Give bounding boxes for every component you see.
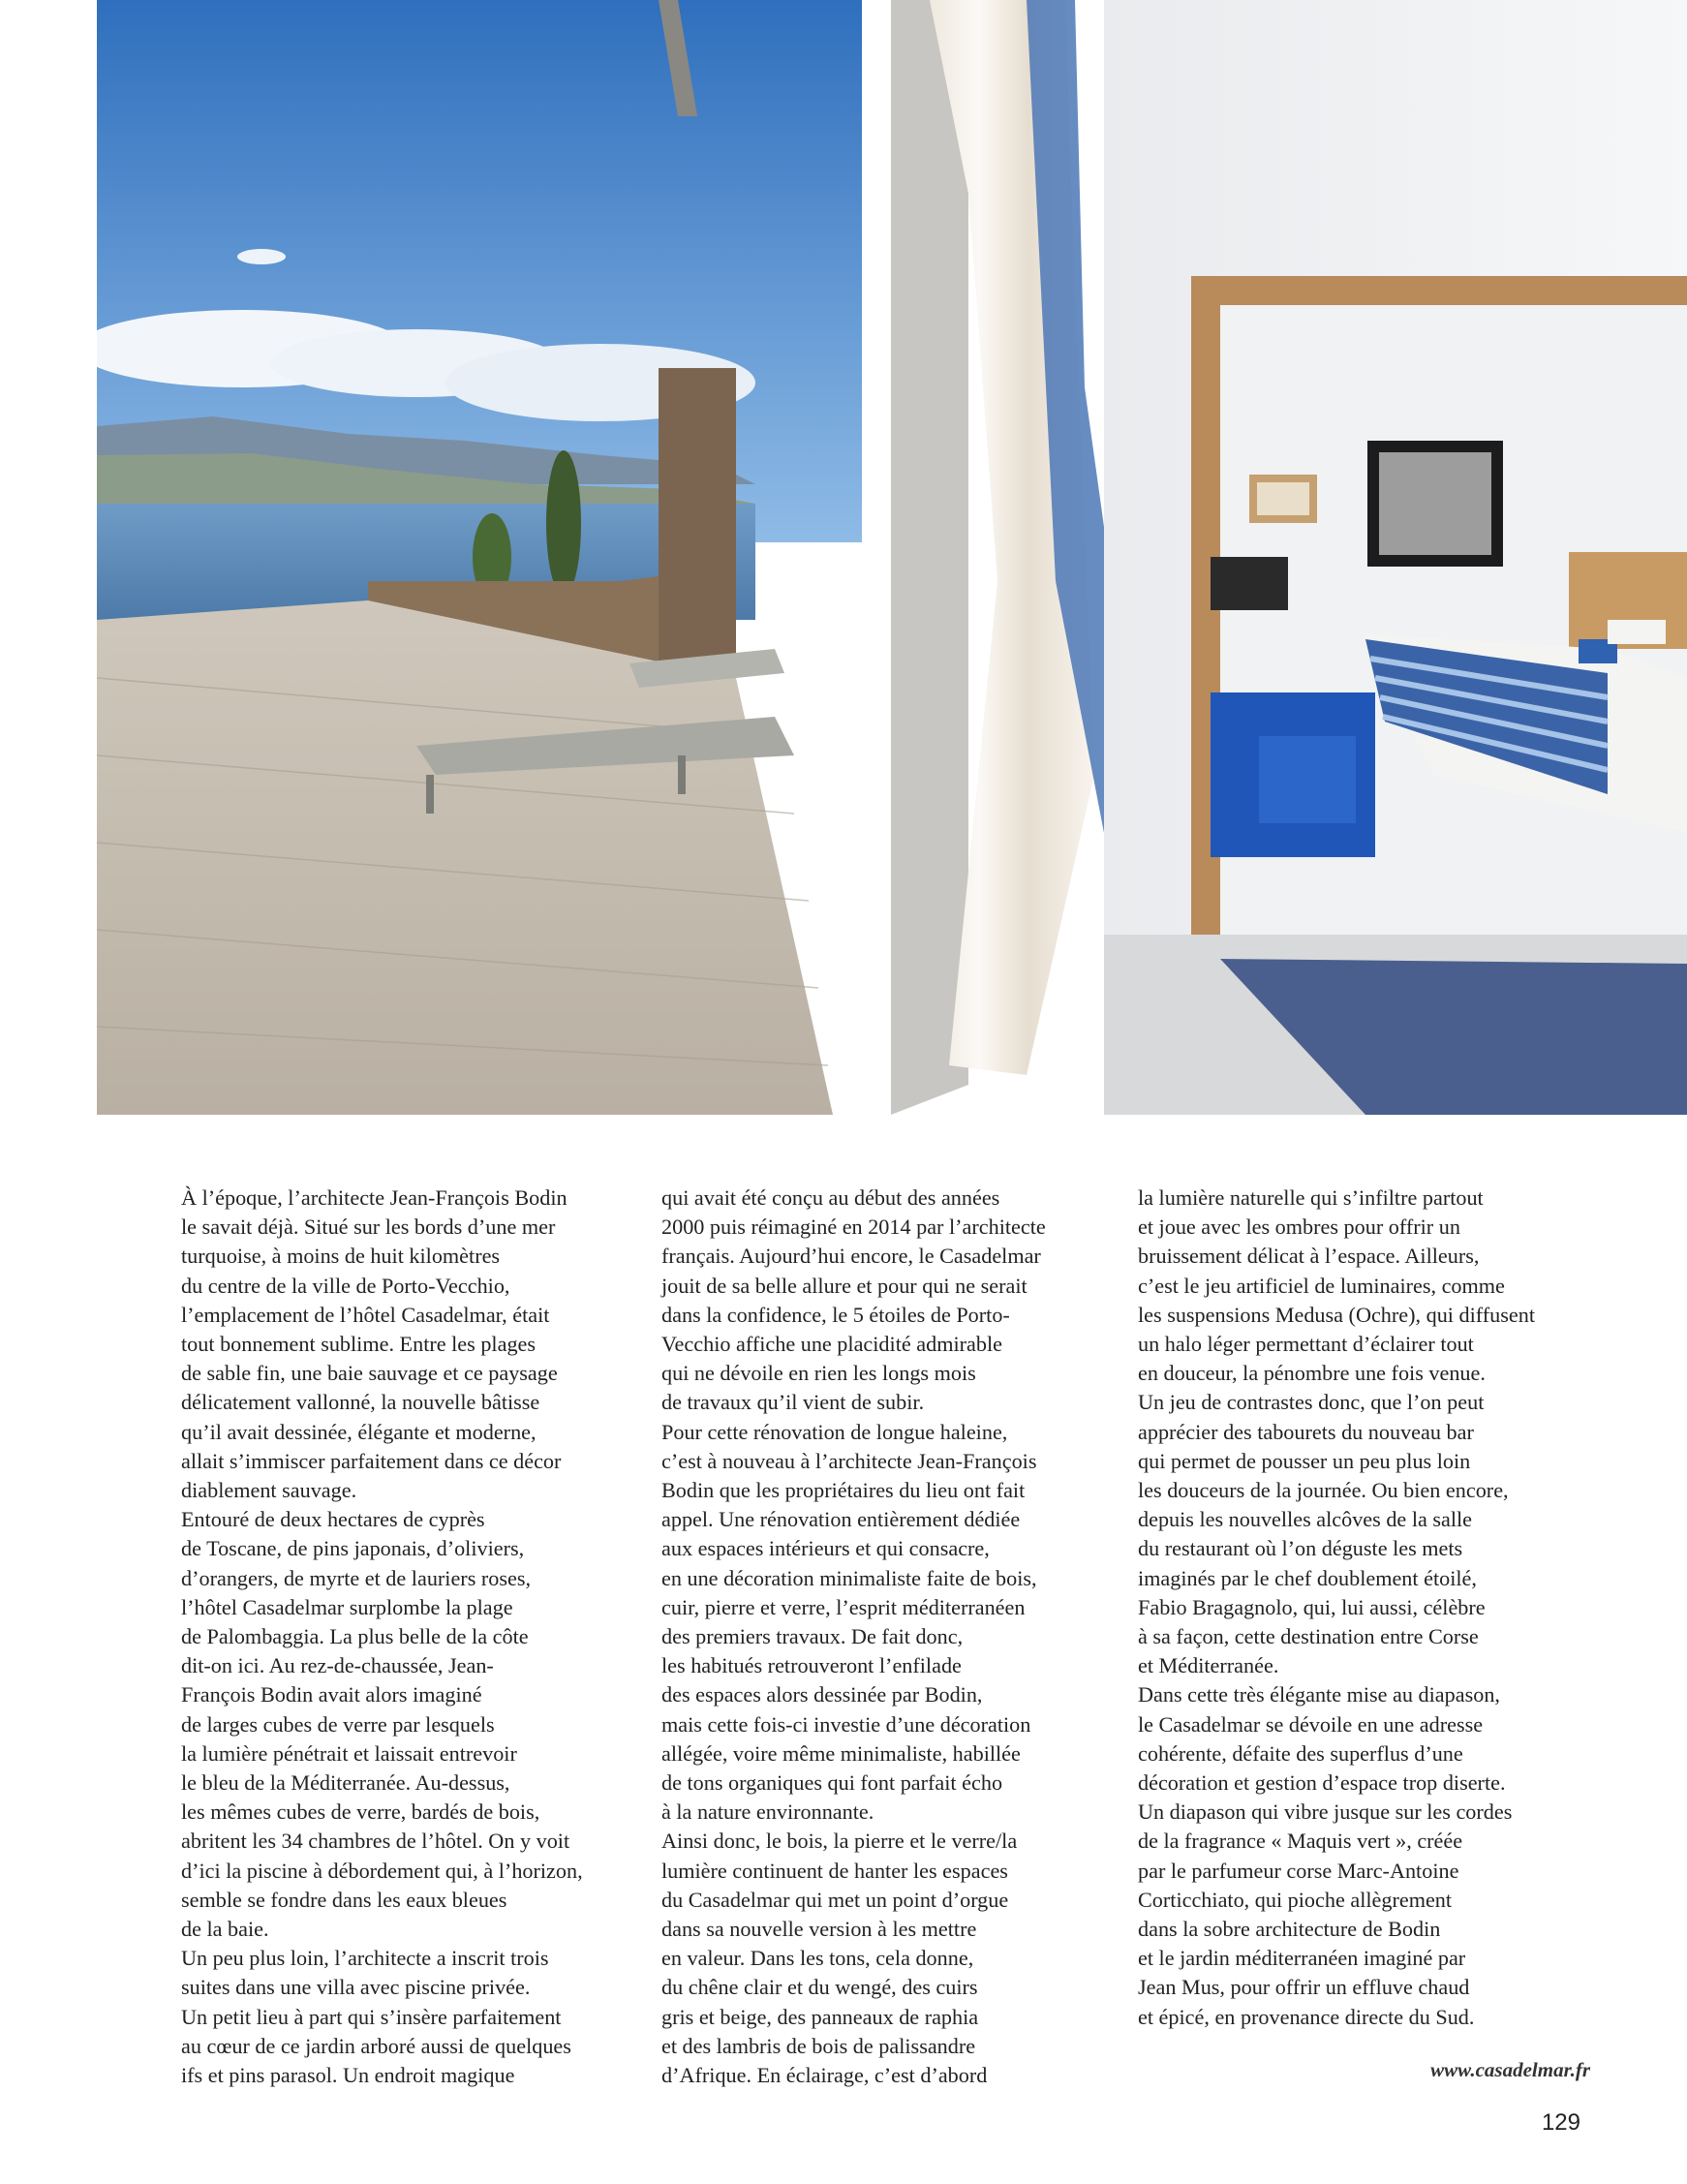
text-line: et le jardin méditerranéen imaginé par xyxy=(1138,1946,1466,1971)
text-line: l’emplacement de l’hôtel Casadelmar, était xyxy=(181,1302,550,1327)
text-line: mais cette fois-ci investie d’une décoration xyxy=(661,1711,1031,1737)
text-line: à sa façon, cette destination entre Corse xyxy=(1138,1624,1479,1649)
text-line: en une décoration minimaliste faite de bois, xyxy=(661,1565,1037,1590)
text-line: qui avait été conçu au début des années xyxy=(661,1185,1000,1210)
text-line: du centre de la ville de Porto-Vecchio, xyxy=(181,1273,510,1298)
text-line: de Toscane, de pins japonais, d’oliviers, xyxy=(181,1536,525,1561)
text-line: le Casadelmar se dévoile en une adresse xyxy=(1138,1711,1484,1737)
text-line: qui permet de pousser un peu plus loin xyxy=(1138,1448,1471,1473)
text-line: français. Aujourd’hui encore, le Casadelmar xyxy=(661,1244,1041,1269)
text-line: de sable fin, une baie sauvage et ce paysage xyxy=(181,1361,558,1386)
text-line: turquoise, à moins de huit kilomètres xyxy=(181,1244,501,1269)
text-line: diablement sauvage. xyxy=(181,1478,357,1503)
text-line: et joue avec les ombres pour offrir un xyxy=(1138,1215,1460,1240)
text-line: jouit de sa belle allure et pour qui ne serait xyxy=(661,1273,1028,1298)
text-line: allégée, voire même minimaliste, habillée xyxy=(661,1740,1021,1766)
text-line: cuir, pierre et verre, l’esprit méditerranéen xyxy=(661,1594,1026,1619)
text-column-3 xyxy=(1138,1184,1603,2032)
text-line: de Palombaggia. La plus belle de la côte xyxy=(181,1624,529,1649)
text-line: 2000 puis réimaginé en 2014 par l’architecte xyxy=(661,1215,1046,1240)
hotel-room-terrace-photo-icon xyxy=(97,0,1687,1115)
text-line: depuis les nouvelles alcôves de la salle xyxy=(1138,1507,1473,1532)
text-line: décoration et gestion d’espace trop diserte. xyxy=(1138,1770,1506,1796)
text-line: abritent les 34 chambres de l’hôtel. On y voit xyxy=(181,1829,570,1854)
text-line: lumière continuent de hanter les espaces xyxy=(661,1858,1008,1883)
text-line: ifs et pins parasol. Un endroit magique xyxy=(181,2063,515,2088)
text-line: les mêmes cubes de verre, bardés de bois, xyxy=(181,1799,540,1825)
text-column-2 xyxy=(661,1184,1126,2090)
text-line: gris et beige, des panneaux de raphia xyxy=(661,2004,979,2029)
text-line: des premiers travaux. De fait donc, xyxy=(661,1624,964,1649)
text-line: François Bodin avait alors imaginé xyxy=(181,1682,482,1707)
text-line: les habitués retrouveront l’enfilade xyxy=(661,1653,962,1678)
text-line: de travaux qu’il vient de subir. xyxy=(661,1390,925,1415)
website-link[interactable]: www.casadelmar.fr xyxy=(1430,2058,1590,2081)
text-line: Un jeu de contrastes donc, que l’on peut xyxy=(1138,1390,1485,1415)
text-line: de la baie. xyxy=(181,1917,269,1942)
text-line: tout bonnement sublime. Entre les plages xyxy=(181,1332,537,1357)
text-line: c’est le jeu artificiel de luminaires, comme xyxy=(1138,1273,1505,1298)
text-line: en douceur, la pénombre une fois venue. xyxy=(1138,1361,1486,1386)
text-line: au cœur de ce jardin arboré aussi de quelques xyxy=(181,2033,571,2058)
text-line: et Méditerranée. xyxy=(1138,1653,1279,1678)
text-line: d’ici la piscine à débordement qui, à l’horizon, xyxy=(181,1858,583,1883)
text-line: allait s’immiscer parfaitement dans ce décor xyxy=(181,1448,562,1473)
text-line: les suspensions Medusa (Ochre), qui diffusent xyxy=(1138,1302,1535,1327)
text-line: de la fragrance « Maquis vert », créée xyxy=(1138,1829,1463,1854)
text-line: Bodin que les propriétaires du lieu ont fait xyxy=(661,1478,1026,1503)
text-line: aux espaces intérieurs et qui consacre, xyxy=(661,1536,990,1561)
text-line: dit-on ici. Au rez-de-chaussée, Jean- xyxy=(181,1653,494,1678)
text-line: dans sa nouvelle version à les mettre xyxy=(661,1917,977,1942)
text-line: des espaces alors dessinée par Bodin, xyxy=(661,1682,983,1707)
text-line: Vecchio affiche une placidité admirable xyxy=(661,1332,1002,1357)
text-line: de tons organiques qui font parfait écho xyxy=(661,1770,1003,1796)
text-line: la lumière pénétrait et laissait entrevoir xyxy=(181,1740,517,1766)
text-line: c’est à nouveau à l’architecte Jean-François xyxy=(661,1448,1037,1473)
text-line: Un petit lieu à part qui s’insère parfaitement xyxy=(181,2004,562,2029)
text-line: À l’époque, l’architecte Jean-François Bodin xyxy=(181,1185,567,1210)
text-line: par le parfumeur corse Marc-Antoine xyxy=(1138,1858,1459,1883)
text-line: semble se fondre dans les eaux bleues xyxy=(181,1887,507,1912)
text-line: bruissement délicat à l’espace. Ailleurs, xyxy=(1138,1244,1480,1269)
text-line: Un peu plus loin, l’architecte a inscrit trois xyxy=(181,1946,549,1971)
text-line: apprécier des tabourets du nouveau bar xyxy=(1138,1419,1474,1444)
text-line: à la nature environnante. xyxy=(661,1799,874,1825)
text-line: un halo léger permettant d’éclairer tout xyxy=(1138,1332,1474,1357)
text-line: dans la confidence, le 5 étoiles de Porto- xyxy=(661,1302,1010,1327)
text-line: Dans cette très élégante mise au diapason, xyxy=(1138,1682,1500,1707)
text-line: délicatement vallonné, la nouvelle bâtisse xyxy=(181,1390,540,1415)
text-line: de larges cubes de verre par lesquels xyxy=(181,1711,495,1737)
text-line: le bleu de la Méditerranée. Au-dessus, xyxy=(181,1770,510,1796)
text-line: dans la sobre architecture de Bodin xyxy=(1138,1917,1441,1942)
text-line: Entouré de deux hectares de cyprès xyxy=(181,1507,485,1532)
text-line: et épicé, en provenance directe du Sud. xyxy=(1138,2004,1475,2029)
text-line: les douceurs de la journée. Ou bien encore, xyxy=(1138,1478,1509,1503)
text-line: Jean Mus, pour offrir un effluve chaud xyxy=(1138,1975,1470,2000)
text-line: Un diapason qui vibre jusque sur les cordes xyxy=(1138,1799,1513,1825)
text-line: le savait déjà. Situé sur les bords d’une mer xyxy=(181,1215,556,1240)
text-line: qui ne dévoile en rien les longs mois xyxy=(661,1361,976,1386)
text-line: Pour cette rénovation de longue haleine, xyxy=(661,1419,1008,1444)
page-number: 129 xyxy=(1541,2109,1580,2136)
text-line: d’Afrique. En éclairage, c’est d’abord xyxy=(661,2063,988,2088)
text-line: Fabio Bragagnolo, qui, lui aussi, célèbre xyxy=(1138,1594,1486,1619)
text-line: suites dans une villa avec piscine privée. xyxy=(181,1975,531,2000)
text-line: du restaurant où l’on déguste les mets xyxy=(1138,1536,1463,1561)
text-line: du Casadelmar qui met un point d’orgue xyxy=(661,1887,1009,1912)
text-line: imaginés par le chef doublement étoilé, xyxy=(1138,1565,1477,1590)
text-line: Corticchiato, qui pioche allègrement xyxy=(1138,1887,1453,1912)
text-line: d’orangers, de myrte et de lauriers roses, xyxy=(181,1565,532,1590)
text-line: du chêne clair et du wengé, des cuirs xyxy=(661,1975,978,2000)
text-line: appel. Une rénovation entièrement dédiée xyxy=(661,1507,1021,1532)
hotel-room-photo xyxy=(97,0,1687,1115)
text-line: cohérente, défaite des superflus d’une xyxy=(1138,1740,1463,1766)
text-line: qu’il avait dessinée, élégante et moderne, xyxy=(181,1419,537,1444)
text-line: la lumière naturelle qui s’infiltre partout xyxy=(1138,1185,1484,1210)
text-line: l’hôtel Casadelmar surplombe la plage xyxy=(181,1594,513,1619)
text-line: Ainsi donc, le bois, la pierre et le verre/la xyxy=(661,1829,1018,1854)
text-line: en valeur. Dans les tons, cela donne, xyxy=(661,1946,974,1971)
text-line: et des lambris de bois de palissandre xyxy=(661,2033,976,2058)
text-column-1 xyxy=(181,1184,646,2090)
